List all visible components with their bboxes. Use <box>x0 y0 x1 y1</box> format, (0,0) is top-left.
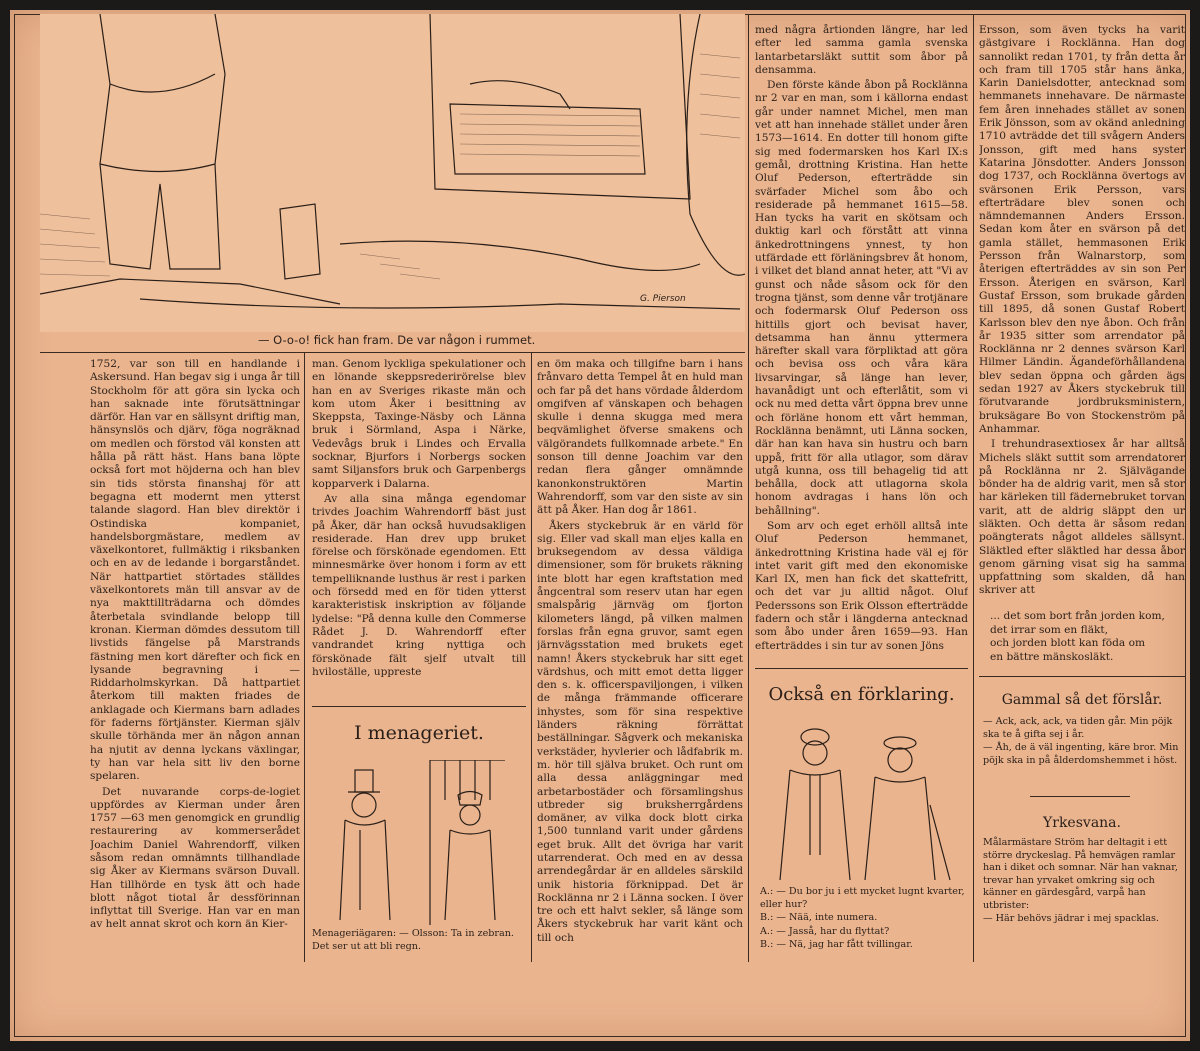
rule-v2 <box>531 352 532 962</box>
paragraph: Åkers styckebruk är en värld för sig. Eller vad skall man eljes kalla en bruksegendom av dessa väldiga dimensioner, som för brukets räkning inte blott har egen kraftstation med ångcentral som reserv utan har egen smalspårig järnväg om fjorton kilometers längd, på vilken malmen forslas från egna gruvor, samt egen järnvägsstation med brukets eget namn! Åkers styckebruk har sitt eget värdshus, och mitt emot detta ligger den s. k. officerspaviljongen, i vilken de många främmande officerare inhystes, som för sina respektive länders räkning förrättat beställningar. Sågverk och mekaniska verkstäder, hyvlerier och lådfabrik m. m. hör till själva bruket. Och runt om alla dessa anläggningar med arbetarbostäder och församlingshus utbreder sig bruksherrgårdens domäner, av vilka dock blott cirka 1,500 tunnland varit under gårdens eget bruk. Allt det övriga har varit utarrenderat. Och med en av dessa arrendegårdar är en alldeles särskild unik historia förknippad. Det är Rocklänna nr 2 i Länna socken. I över tre och ett halvt sekler, så länge som Åkers styckebruk har varit känt och till och <box>537 519 743 944</box>
paragraph: man. Genom lyckliga spekulationer och en lönande skeppsrederirörelse blev han en av Sveriges rikaste män och kom utom Åker i besittning av Skeppsta, Taxinge-Näsby och Länna bruk i Sörmland, Aspa i Närke, Vedevågs bruk i Lindes och Ervalla socknar, Bjurfors i Norbergs socken samt Siljansfors bruk och Garpenbergs kopparverk i Dalarna. <box>312 358 526 490</box>
paragraph: I trehundrasextiosex år har alltså Michels släkt suttit som arrendatorer på Rocklänna nr 2. Självägande bönder ha de aldrig varit, men så stor har kärleken till fädernebruket torvan varit, att de aldrig släppt den ur släkten. Och detta är såsom redan poängterats något alldeles sällsynt. Släktled efter släktled har dessa åbor genom gärning visat sig ha samma uppfattning som skalden, då han skriver att <box>979 438 1185 597</box>
forklaring-dialogue <box>760 886 968 953</box>
rule-above-menageri <box>312 706 526 707</box>
rule-v3 <box>748 14 749 962</box>
poem-line: en bättre mänskosläkt. <box>990 650 1114 663</box>
menageri-caption: Menageriägaren: — Olsson: Ta in zebran. Det ser ut att bli regn. <box>312 928 514 952</box>
menageri-drawing <box>330 760 510 925</box>
dialogue-line: A.: — Du bor ju i ett mycket lugnt kvarter, eller hur? <box>760 886 965 910</box>
paragraph: Ersson, som även tycks ha varit gästgivare i Rocklänna. Han dog sannolikt redan 1701, ty från detta år och fram till 1705 står hans änka, Karin Danielsdotter, antecknad som hemmanets innehavare. De närmaste fem åren innehades stället av sonen Erik Jönsson, som av okänd anledning 1710 avträdde det till svågern Anders Jonsson, gift med hans syster Katarina Jönsdotter. Anders Jonsson dog 1737, och Rocklänna övertogs av svärsonen Erik Persson, vars efterträdare blev sonen och nämndemannen Anders Ersson. Sedan kom åter en svärson på det gamla stället, hemmasonen Erik Persson från Walnarstorp, som återigen efterträddes av sin son Per Ersson. Återigen en svärson, Karl Gustaf Ersson, som brukade gården till 1895, då sonen Gustaf Robert Karlsson blev den nye åbon. Och från år 1935 sitter som arrendator på Rocklänna nr 2 dennes svärson Karl Hilmer Ländin. Ägandeförhållandena blev sedan öppna och gården ägs sedan 1927 av Åkers styckebruk till förutvarande jordbruksministern, bruksägare Bo von Stockenström på Anhammar. <box>979 24 1185 435</box>
paragraph: Som arv och eget erhöll alltså inte Oluf Pederson hemmanet, änkedrottning Kristina hade väl ej för intet varit gift med den ekonomiske Karl IX, men han fick det skattefritt, och det var ju alltid något. Oluf Pederssons son Erik Olsson efterträdde fadern och står i längderna antecknad som åbo under åren 1659—93. Han efterträddes i sin tur av sonen Jöns <box>755 519 968 652</box>
article-column-2 <box>312 358 526 698</box>
yrkesvana-title: Yrkesvana. <box>1043 815 1121 831</box>
illustration-drawing <box>40 14 745 332</box>
rule-under-illustration <box>40 352 745 353</box>
article-column-4 <box>755 24 968 666</box>
paragraph: en öm maka och tillgifne barn i hans frånvaro detta Tempel åt en huld man och far på det hans vördade ålderdom omgifven af vänskapen och behagen skulle i denna skugga med mera beqvämlighet öfverse smakens och välgörandets fullkomnade arbete." En sonson till denne Joachim var den redan flera gånger omnämnde kanonkonstruktören Martin Wahrendorff, som var den siste av sin ätt på Åker. Han dog år 1861. <box>537 358 743 517</box>
gammal-title: Gammal så det förslår. <box>1001 692 1163 708</box>
paragraph: Den förste kände åbon på Rocklänna nr 2 var en man, som i källorna endast går under namnet Michel, men man vet att han innehade stället under åren 1573—1614. En dotter till honom gifte sig med fodermarsken hos Karl IX:s gemål, drottning Kristina. Han hette Oluf Pederson, efterträdde sin svärfader Michel som åbo och residerade på hemmanet 1615—58. Han tycks ha varit en skötsam och duktig karl och förstått att vinna änkedrottningens ynnest, ty hon utfärdade ett förläningsbrev åt honom, i vilket det bland annat heter, att "Vi av gunst och nåde såsom ock för den trogna tjänst, som denne vår trotjänare och fodermarsk Oluf Pederson oss hittills gjort och bevisat haver, detsamma han ännu yttermera härefter skall vara förpliktad att göra och bevisa oss och våra kära livsarvingar, så länge han lever, havanådigt unt och efterlåtit, som vi ock nu med detta vårt öppna brev unne och förläne honom ett vårt hemman, Rocklänna benämnt, uti Länna socken, där han kan hava sin hustru och barn uppå, fritt för alla utlagor, som därav utgå kunna, oss till behagelig tid att behålla, dock att utlagorna skola honom avdragas i hans lön och behållning". <box>755 79 968 517</box>
illustration-signature: G. Pierson <box>640 294 686 304</box>
forklaring-drawing <box>770 715 955 883</box>
article-column-5 <box>979 24 1185 602</box>
forklaring-cartoon <box>770 715 955 883</box>
paragraph: Det nuvarande corps-de-logiet uppfördes av Kierman under åren 1757 —63 men genomgick en grundlig restaurering av kommerserådet Joachim Daniel Wahrendorff, vilken såsom redan omnämnts tillhandlade sig Åker av Kiermans svärson Duvall. Han tillhörde en tysk ätt och hade blott något tiotal år dessförinnan inflyttat till Sverige. Han var en man av helt annat skrot och korn än Kier- <box>90 785 300 931</box>
poem-line: ... det som bort från jorden kom, <box>990 610 1165 622</box>
poem <box>990 610 1185 664</box>
gammal-text <box>983 716 1183 768</box>
menageri-cartoon <box>330 760 510 925</box>
dialogue-line: B.: — Nää, inte numera. <box>760 912 878 923</box>
paragraph: 1752, var son till en handlande i Askersund. Han begav sig i unga år till Stockholm för att göra sin lycka och han saknade inte förutsättningar därför. Han var en sällsynt driftig man, hänsynslös och djärv, föga nogräknad om medlen och förstod väl konsten att hålla på rätt häst. Hans bana löpte också fort mot höjderna och han blev sin tids största finanshaj för att begagna ett modernt men ytterst talande slagord. Han blev direktör i Ostindiska kompaniet, handelsborgmästare, medlem av växelkontoret, fullmäktig i riksbanken och en av de ledande i borgarståndet. När hattpartiet störtades ställdes växelkontorets män till ansvar av de nya makttillträdarna och dömdes återbetala svindlande belopp till kronan. Kierman dömdes dessutom till livstids fängelse på Marstrands fästning men kort därefter och fick en lysande begravning i — Riddarholmskyrkan. Då hattpartiet återkom till makten friades de anklagade och Kiermans barn adlades för faderns förtjänster. Kierman själv skulle törhända mer än någon annan ha njutit av denna lyckans växlingar, ty han var hela sitt liv den borne spelaren. <box>90 358 300 783</box>
dialogue-line: B.: — Nä, jag har fått tvillingar. <box>760 939 913 950</box>
paragraph: med några årtionden längre, har led efter led samma gamla svenska lantarbetarsläkt suttit som åbor på densamma. <box>755 24 968 76</box>
article-column-3 <box>537 358 743 954</box>
joke-line: — Ack, ack, ack, va tiden går. Min pöjk ska te å gifta sej i år. <box>983 716 1173 740</box>
rule-above-forklaring <box>755 668 968 669</box>
rule-above-gammal <box>979 676 1185 677</box>
joke-line: Målarmästare Ström har deltagit i ett större dryckeslag. På hemvägen ramlar han i diket och somnar. När han vaknar, trevar han yrvaket omkring sig och känner en gärdesgård, varpå han utbrister: <box>983 837 1178 911</box>
forklaring-title: Också en förklaring. <box>768 684 955 705</box>
article-column-1 <box>90 358 300 954</box>
dialogue-line: A.: — Jasså, har du flyttat? <box>760 925 890 937</box>
rule-above-yrkesvana <box>1030 796 1130 797</box>
joke-line: — Här behövs jädrar i mej spacklas. <box>983 913 1159 924</box>
menageri-title: I menageriet. <box>354 722 484 744</box>
yrkesvana-text <box>983 837 1183 927</box>
rule-v1 <box>304 352 305 962</box>
rule-v4 <box>973 14 974 962</box>
poem-line: och jorden blott kan föda om <box>990 637 1146 649</box>
paragraph: Av alla sina många egendomar trivdes Joachim Wahrendorff bäst just på Åker, där han också huvudsakligen residerade. Han drev upp bruket förelse och förskönade egendomen. Ett minnesmärke över honom i form av ett tempelliknande lusthus är rest i parken och försedd med en för tiden ytterst karakteristisk inskription av följande lydelse: "På denna kulle den Commerse Rådet J. D. Wahrendorff efter vandrandet kring nyttiga och förskönade fält sjelf utvalt till hviloställe, uppreste <box>312 492 526 678</box>
top-illustration <box>40 14 745 332</box>
illustration-caption: — O-o-o! fick han fram. De var någon i rummet. <box>258 333 536 347</box>
joke-line: — Åh, de ä väl ingenting, käre bror. Min pöjk ska in på ålderdomshemmet i höst. <box>983 742 1179 766</box>
poem-line: det irrar som en fläkt, <box>990 623 1109 636</box>
